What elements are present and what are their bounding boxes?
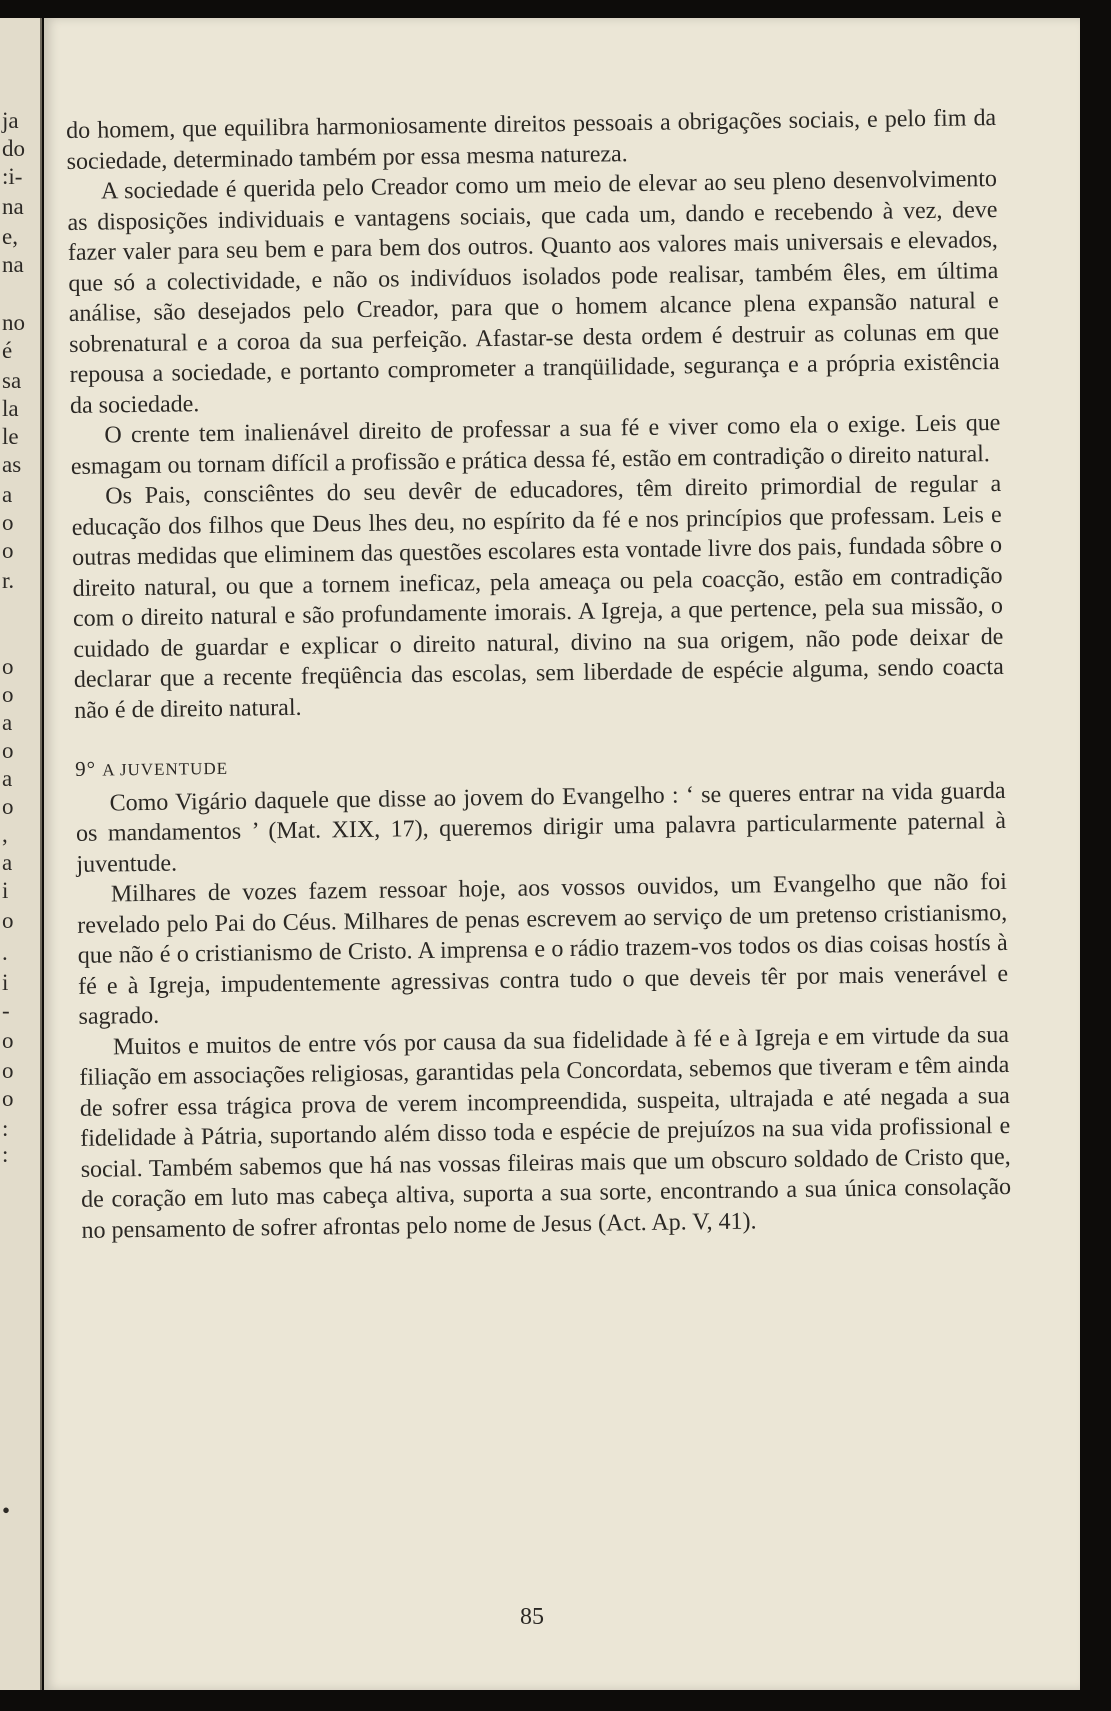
margin-fragment: o [2, 510, 14, 535]
margin-fragment: o [2, 738, 14, 763]
margin-fragment: o [2, 682, 14, 707]
margin-fragment: no [2, 310, 25, 335]
paragraph: Os Pais, consciêntes do seu devêr de educadores, têm direito primordial de regular a educação dos filhos que Deus lhes deu, no espírito da fé e nos princípios que professam. Leis e outras medidas que eliminem das questões escolares esta vontade livre dos pais, fundada sôbre o direito natural, ou que a tornem ineficaz, pela ameaça ou pela coacção, estão em contradição com o direito natural e são profundamente imorais. A Igreja, a que pertence, pela sua missão, o cuidado de guardar e explicar o direito natural, divino na sua origem, não pode deixar de declarar que a recente freqüência das escolas, sem liberdade de espécie alguma, sendo coacta não é de direito natural. [71, 470, 1004, 724]
margin-fragment: : [2, 1116, 9, 1141]
margin-fragment: do [2, 136, 25, 161]
margin-fragment: o [2, 1086, 14, 1111]
paragraph: Milhares de vozes fazem ressoar hoje, aos vossos ouvidos, um Evangelho que não foi revelado pelo Pai do Céus. Milhares de penas escrevem ao serviço de um pretenso cristianismo, que não é o cristianismo de Cristo. A imprensa e o rádio trazem-vos todos os dias coisas hostís à fé e à Igreja, impudentemente agressivas contra tudo o que deveis têr por mais venerável e sagrado. [77, 868, 1009, 1030]
margin-fragment: i [2, 970, 9, 995]
margin-fragment: o [2, 1028, 14, 1053]
margin-fragment: na [2, 252, 24, 277]
paragraph: Muitos e muitos de entre vós por causa da sua fidelidade à fé e à Igreja e em virtude da sua filiação em associações religiosas, garantidas pela Concordata, sebemos que tiveram e têm ainda de sofrer essa trágica prova de verem incompreendida, suspeita, ultrajada e até negada a sua fidelidade à Pátria, suportando além disso toda e espécie de prejuízos na sua vida profissional e social. Também sabemos que há nas vossas fileiras mais que um obscuro soldado de Cristo que, de coração em luto mas cabeça altiva, suporta a sua sorte, encontrando a sua única consolação no pensamento de sofrer afrontas pelo nome de Jesus (Act. Ap. V, 41). [79, 1021, 1012, 1244]
margin-fragment: o [2, 538, 14, 563]
margin-fragment: le [2, 424, 19, 449]
margin-fragment: as [2, 452, 22, 477]
adjacent-page-edge [0, 18, 42, 1690]
margin-fragment: , [2, 822, 8, 847]
margin-fragment: a [2, 710, 13, 735]
margin-fragment: :i- [2, 164, 23, 189]
margin-fragment: • [2, 1498, 11, 1523]
margin-fragment: a [2, 850, 13, 875]
margin-fragment: o [2, 794, 14, 819]
book-page [44, 18, 1080, 1690]
paragraph: A sociedade é querida pelo Creador como um meio de elevar ao seu pleno desenvolvimento as disposições individuais e vantagens sociais, que cada um, dando e recebendo à vez, deve fazer valer para seu bem e para bem dos outros. Quanto aos valores mais universais e elevados, que só a colectividade, e não os indivíduos isolados pode realisar, também êles, em última análise, são desejados pelo Creador, para que o homem alcance plena expansão natural e sobrenatural e a coroa da sua perfeição. Afastar-se desta ordem é destruir as colunas em que repousa a sociedade, e portanto comprometer a tranqüilidade, segurança e a própria existência da sociedade. [67, 166, 1000, 419]
margin-fragment: r. [2, 568, 15, 593]
section-number: 9° [74, 756, 97, 781]
margin-fragment: i [2, 878, 9, 903]
margin-fragment: é [2, 338, 13, 363]
margin-fragment: na [2, 194, 24, 219]
margin-fragment: . [2, 940, 8, 965]
margin-fragment: : [2, 1142, 9, 1167]
paragraph: O crente tem inalienável direito de professar a sua fé e viver como ela o exige. Leis que esmagam ou tornam difícil a profissão e prática dessa fé, estão em contradição o direito natural. [70, 409, 1001, 480]
margin-fragment: o [2, 908, 14, 933]
page-body [66, 103, 1012, 1246]
margin-fragment: o [2, 1058, 14, 1083]
margin-fragment: ja [2, 108, 19, 133]
margin-fragment: o [2, 654, 14, 679]
margin-fragment: sa [2, 368, 22, 393]
margin-fragment: a [2, 482, 13, 507]
paragraph: do homem, que equilibra harmoniosamente direitos pessoais a obrigações sociais, e pelo fim da sociedade, determinado também por essa mesma natureza. [66, 105, 997, 175]
margin-fragment: la [2, 396, 19, 421]
page-number: 85 [520, 1604, 544, 1630]
paragraph: Como Vigário daquele que disse ao jovem do Evangelho : ‘ se queres entrar na vida guarda os mandamentos ’ (Mat. XIX, 17), queremos dirigir uma palavra particularmente paternal à juventude. [75, 777, 1007, 878]
section-title: A JUVENTUDE [102, 758, 229, 780]
margin-fragment: - [2, 998, 10, 1023]
margin-fragment: a [2, 766, 13, 791]
margin-fragment: e, [2, 224, 18, 249]
